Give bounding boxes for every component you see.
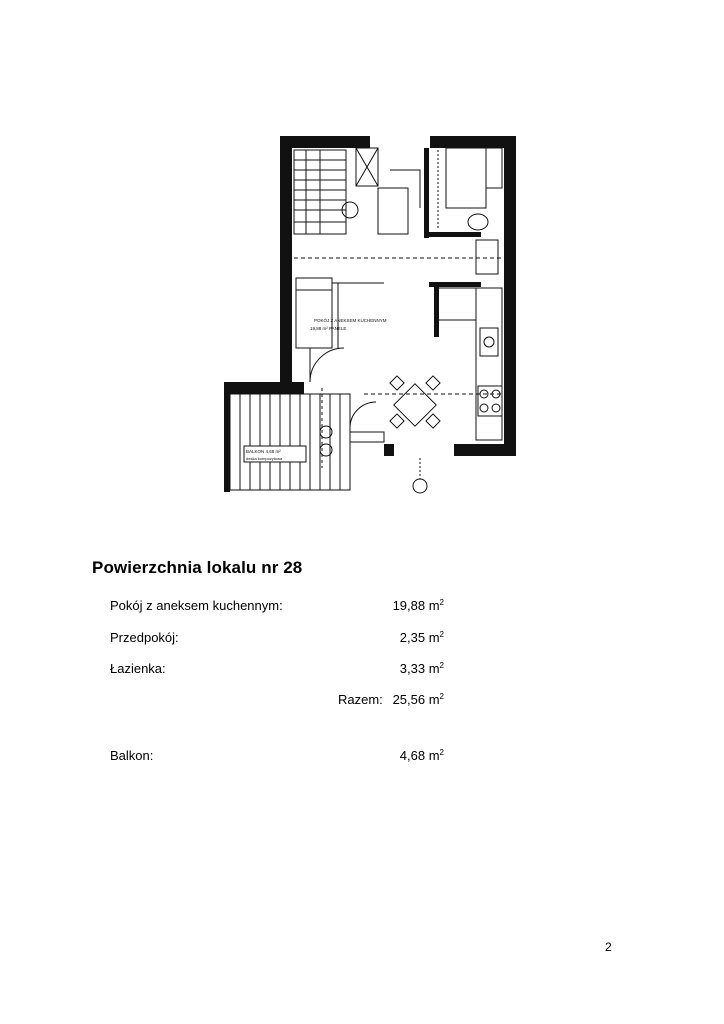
hallway [294, 148, 504, 258]
staircase [294, 150, 346, 234]
area-value: 19,88 $m^2$ [392, 598, 444, 613]
marker [413, 458, 427, 493]
area-label: Przedpokój: [110, 630, 179, 645]
floor-plan [214, 128, 524, 500]
area-label: Łazienka: [110, 661, 166, 676]
balcony-deck [230, 394, 350, 490]
area-row-room [110, 598, 450, 616]
room-label-line1: POKÓJ Z ANEKSEM KUCHENNYM [314, 318, 387, 323]
area-row-balcony [110, 748, 450, 766]
total-label: Razem: [338, 692, 383, 707]
area-label: Pokój z aneksem kuchennym: [110, 598, 283, 613]
walls [224, 136, 516, 492]
doors [310, 348, 384, 468]
dining-table [364, 376, 504, 428]
total-value: 25,56 $m^2$ [392, 692, 444, 707]
balcony-value: 4,68 $m^2$ [399, 748, 444, 763]
living-room [296, 278, 384, 348]
page-number: 2 [605, 940, 612, 954]
balcony-label: Balkon: [110, 748, 154, 763]
floor-plan-drawing [214, 128, 524, 500]
bathroom [438, 148, 502, 274]
room-label-line2: 19,88 m² PANELE [310, 326, 347, 331]
balcony-label-line2: deska kompozytowa [246, 456, 283, 461]
page-title: Powierzchnia lokalu nr 28 [92, 558, 303, 577]
kitchen [436, 288, 502, 440]
area-value: 3,33 $m^2$ [399, 661, 444, 676]
area-row-hall [110, 630, 450, 648]
balcony-label-line1: BALKON 4,68 m² [246, 449, 281, 454]
area-value: 2,35 $m^2$ [399, 630, 444, 645]
area-row-bathroom [110, 661, 450, 679]
area-row-total [110, 692, 450, 710]
